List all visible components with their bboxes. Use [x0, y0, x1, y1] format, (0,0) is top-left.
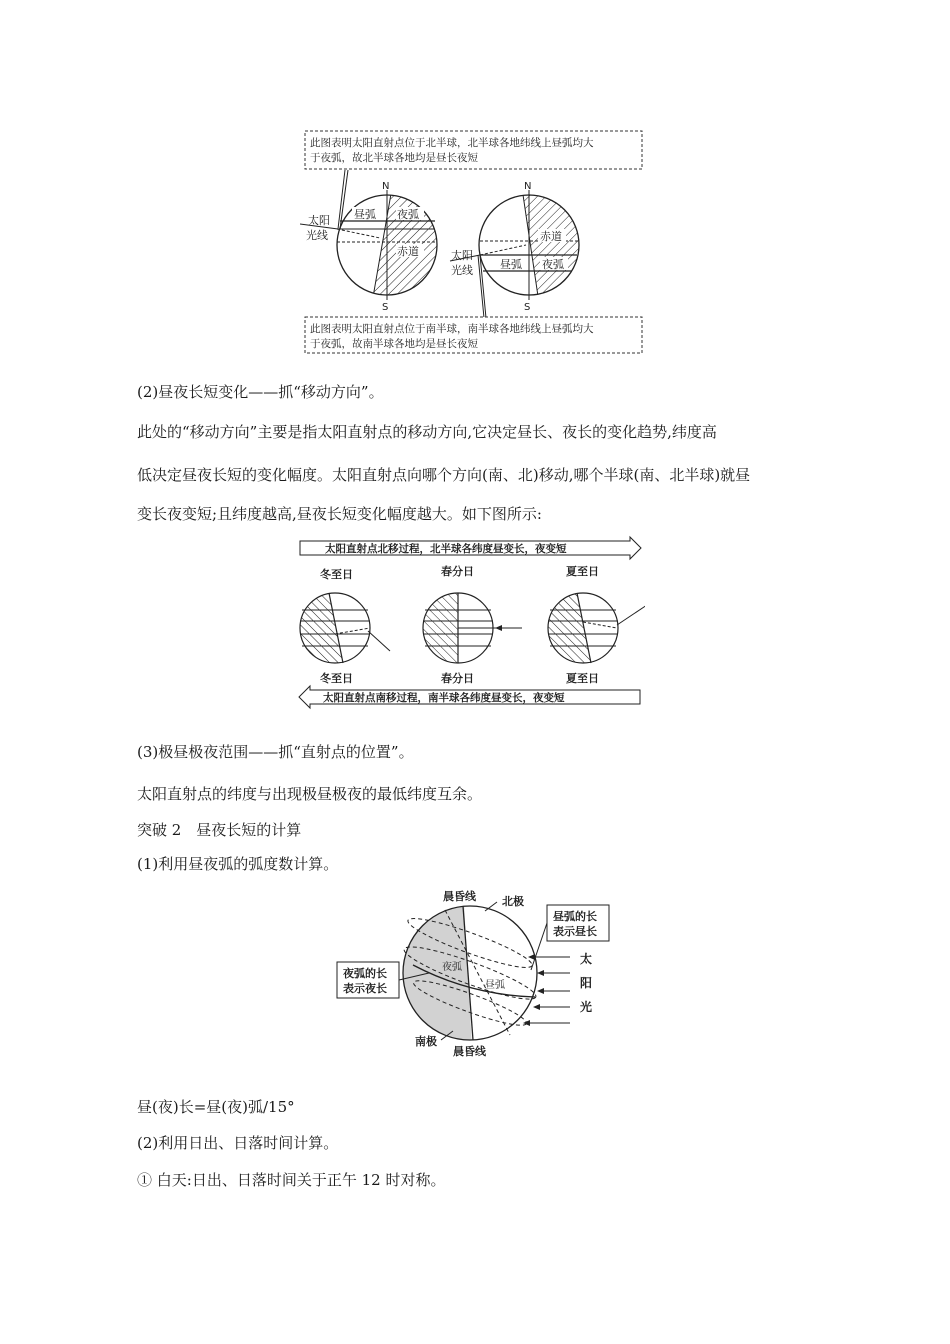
- label-spring-top: 春分日: [441, 565, 474, 578]
- right-day-arc-label: 昼弧: [500, 258, 522, 271]
- northward-arrow-label: 太阳直射点北移过程，北半球各纬度昼变长，夜变短: [325, 543, 567, 555]
- paragraph-line-3: 变长夜变短;且纬度越高,昼夜长短变化幅度越大。如下图所示:: [137, 505, 542, 523]
- night-arc-label: 夜弧: [442, 962, 462, 973]
- list-item-daytime: ① 白天:日出、日落时间关于正午 12 时对称。: [137, 1171, 446, 1189]
- sub-heading-sunrise-sunset: (2)利用日出、日落时间计算。: [137, 1134, 339, 1152]
- label-winter-top: 冬至日: [320, 568, 353, 581]
- day-arc-label: 昼弧: [485, 980, 505, 991]
- note-bottom-line2: 于夜弧，故南半球各地均是昼长夜短: [310, 338, 478, 350]
- note-top-line2: 于夜弧，故北半球各地均是昼长夜短: [310, 152, 478, 164]
- paragraph-line-2: 低决定昼夜长短的变化幅度。太阳直射点向哪个方向(南、北)移动,哪个半球(南、北半球)就昼: [137, 466, 751, 484]
- label-summer-top: 夏至日: [566, 565, 599, 578]
- figure-day-night-arcs: [300, 128, 645, 358]
- note-bottom-line1: 此图表明太阳直射点位于南半球，南半球各地纬线上昼弧均大: [310, 323, 594, 335]
- section-title-breakthrough-2: 突破 2 昼夜长短的计算: [137, 821, 302, 839]
- globe-winter: [295, 590, 390, 665]
- globe-right: [450, 181, 590, 318]
- label-summer-bottom: 夏至日: [566, 672, 599, 685]
- note-top-line1: 此图表明太阳直射点位于北半球，北半球各地纬线上昼弧均大: [310, 137, 594, 149]
- paragraph-polar-latitude: 太阳直射点的纬度与出现极昼极夜的最低纬度互余。: [137, 785, 483, 803]
- right-north-label: N: [524, 181, 532, 192]
- left-sunlight-label-1: 太阳: [308, 214, 330, 227]
- dawn-dusk-line-bottom-label: 晨昏线: [453, 1045, 486, 1058]
- label-winter-bottom: 冬至日: [320, 672, 353, 685]
- heading-polar-day-night: (3)极昼极夜范围——抓“直射点的位置”。: [137, 743, 414, 761]
- left-sunlight-label-2: 光线: [306, 229, 328, 242]
- night-arc-note-line2: 表示夜长: [343, 982, 387, 995]
- paragraph-line-1: 此处的“移动方向”主要是指太阳直射点的移动方向,它决定昼长、夜长的变化趋势,纬度高: [137, 423, 717, 441]
- figure-arc-length: [325, 885, 615, 1065]
- right-sunlight-label-1: 太阳: [451, 249, 473, 262]
- left-equator-label: 赤道: [397, 245, 419, 258]
- left-south-label: S: [382, 302, 389, 313]
- globe-left: [300, 170, 450, 313]
- globe-summer: [535, 590, 645, 665]
- sub-heading-arc-method: (1)利用昼夜弧的弧度数计算。: [137, 855, 339, 873]
- left-north-label: N: [382, 181, 390, 192]
- right-sunlight-label-2: 光线: [451, 264, 473, 277]
- north-pole-label: 北极: [502, 895, 524, 908]
- day-arc-note-line1: 昼弧的长: [553, 910, 597, 923]
- formula-day-length: 昼(夜)长=昼(夜)弧/15°: [137, 1098, 295, 1116]
- sunlight-label-2: 阳: [580, 976, 593, 990]
- sunlight-label-1: 太: [580, 952, 593, 966]
- label-spring-bottom: 春分日: [441, 672, 474, 685]
- globe-spring: [415, 590, 522, 670]
- left-day-arc-label: 昼弧: [354, 208, 376, 221]
- figure-seasonal-change: [295, 535, 645, 715]
- right-south-label: S: [524, 302, 531, 313]
- sunlight-label-3: 光: [580, 1000, 593, 1014]
- right-equator-label: 赤道: [540, 230, 562, 243]
- night-arc-note-line1: 夜弧的长: [343, 967, 387, 980]
- left-night-arc-label: 夜弧: [397, 208, 419, 221]
- heading-change-of-day-length: (2)昼夜长短变化——抓“移动方向”。: [137, 383, 384, 401]
- sunlight-rays: [523, 954, 570, 1026]
- southward-arrow-label: 太阳直射点南移过程，南半球各纬度昼变长，夜变短: [323, 692, 565, 704]
- day-arc-note-line2: 表示昼长: [553, 925, 597, 938]
- right-night-arc-label: 夜弧: [542, 258, 564, 271]
- south-pole-label: 南极: [415, 1035, 437, 1048]
- dawn-dusk-line-top-label: 晨昏线: [443, 890, 476, 903]
